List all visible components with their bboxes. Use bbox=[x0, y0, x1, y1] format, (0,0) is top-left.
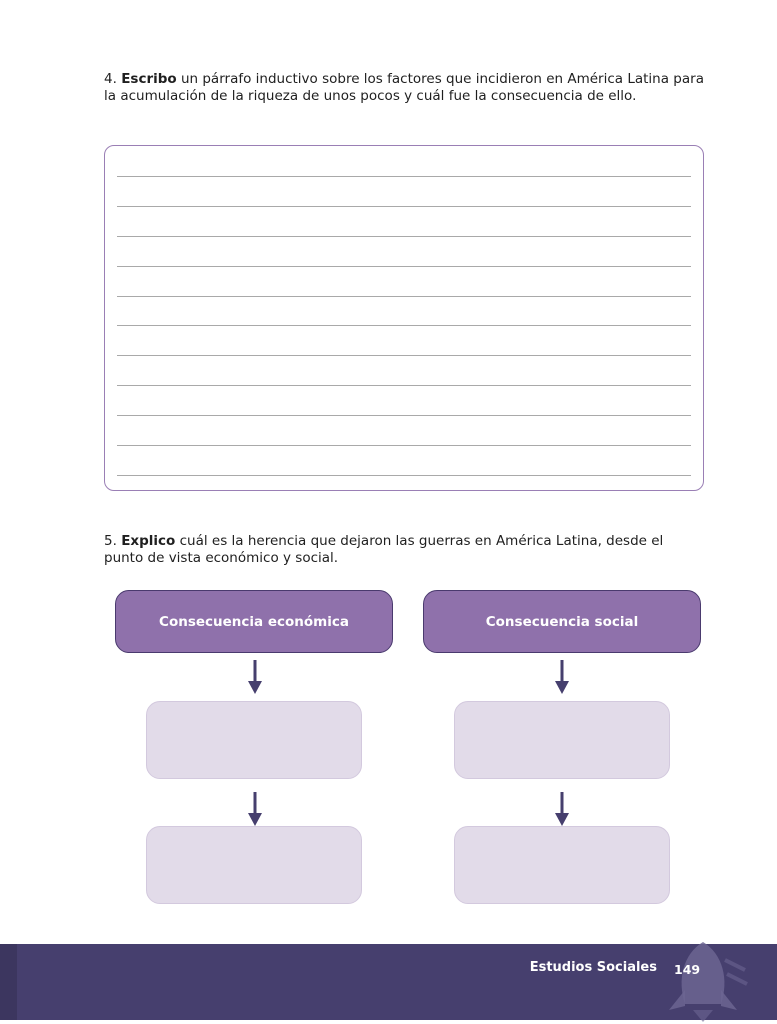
page-number: 149 bbox=[674, 962, 701, 977]
answer-box-economic-1[interactable] bbox=[146, 701, 362, 779]
arrow-down-icon bbox=[248, 660, 262, 694]
question-4-verb: Escribo bbox=[121, 71, 177, 87]
question-5-verb: Explico bbox=[121, 533, 176, 549]
writing-line bbox=[117, 236, 691, 237]
question-5-number: 5. bbox=[104, 533, 117, 549]
arrow-down-icon bbox=[555, 792, 569, 826]
page-footer bbox=[0, 944, 777, 1020]
writing-line bbox=[117, 475, 691, 476]
rocket-icon bbox=[655, 940, 750, 1022]
question-4 bbox=[104, 71, 704, 105]
header-social-consequence: Consecuencia social bbox=[423, 590, 701, 653]
answer-box-social-2[interactable] bbox=[454, 826, 670, 904]
question-5 bbox=[104, 533, 704, 567]
writing-line bbox=[117, 266, 691, 267]
footer-subject: Estudios Sociales bbox=[529, 960, 657, 975]
writing-line bbox=[117, 385, 691, 386]
question-5-text: cuál es la herencia que dejaron las guerras en América Latina, desde el punto de vista económico y social. bbox=[104, 533, 664, 566]
writing-line bbox=[117, 206, 691, 207]
arrow-down-icon bbox=[555, 660, 569, 694]
writing-line bbox=[117, 355, 691, 356]
writing-line bbox=[117, 415, 691, 416]
arrow-down-icon bbox=[248, 792, 262, 826]
writing-area[interactable] bbox=[104, 145, 704, 491]
question-4-text: un párrafo inductivo sobre los factores que incidieron en América Latina para la acumulación de la riqueza de unos pocos y cuál fue la consecuencia de ello. bbox=[104, 71, 704, 104]
header-economic-consequence: Consecuencia económica bbox=[115, 590, 393, 653]
answer-box-economic-2[interactable] bbox=[146, 826, 362, 904]
footer-edge bbox=[0, 944, 17, 1020]
answer-box-social-1[interactable] bbox=[454, 701, 670, 779]
writing-line bbox=[117, 296, 691, 297]
question-4-number: 4. bbox=[104, 71, 117, 87]
writing-line bbox=[117, 176, 691, 177]
writing-line bbox=[117, 445, 691, 446]
writing-line bbox=[117, 325, 691, 326]
